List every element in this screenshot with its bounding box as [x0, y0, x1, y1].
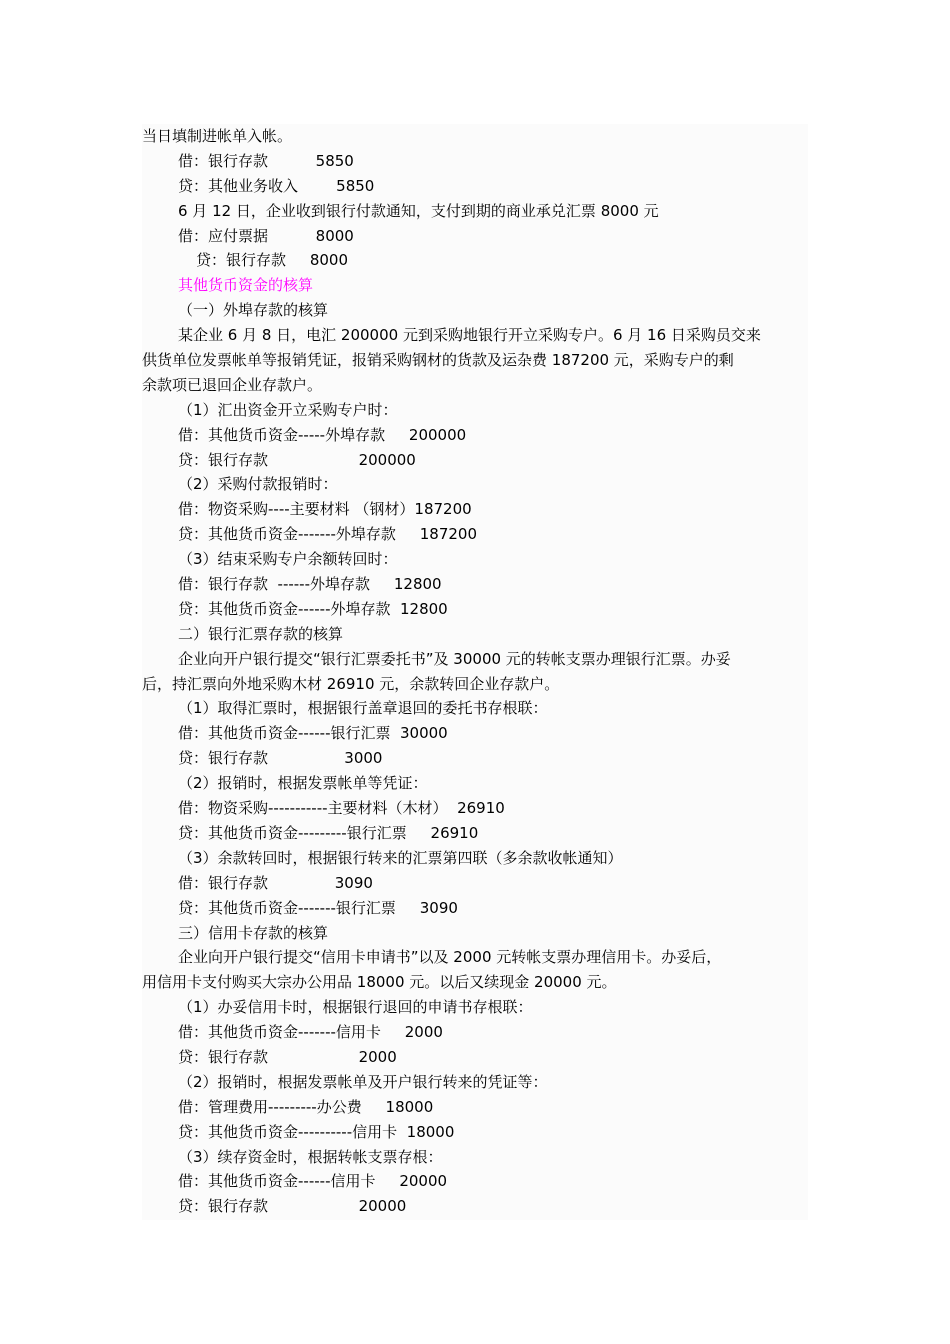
- text-line: 贷：其他货币资金-------银行汇票 3090: [178, 898, 458, 917]
- text-line: （一）外埠存款的核算: [178, 301, 329, 320]
- text-line: 借：物资采购----主要材料 （钢材）187200: [178, 500, 472, 519]
- text-line: （1）取得汇票时，根据银行盖章退回的委托书存根联：: [178, 699, 548, 718]
- text-line: 借：其他货币资金------信用卡 20000: [178, 1172, 448, 1191]
- document-body: [142, 124, 808, 1220]
- text-line: 贷：其他业务收入 5850: [178, 176, 375, 195]
- text-line: 借：银行存款 ------外埠存款 12800: [178, 575, 442, 594]
- text-line: 6 月 12 日，企业收到银行付款通知，支付到期的商业承兑汇票 8000 元: [178, 201, 659, 220]
- text-line: （1）汇出资金开立采购专户时：: [178, 400, 398, 419]
- text-line: 余款项已退回企业存款户。: [142, 375, 323, 394]
- text-line: 借：其他货币资金-----外埠存款 200000: [178, 425, 467, 444]
- text-line: 贷：其他货币资金------外埠存款 12800: [178, 599, 448, 618]
- text-line: 贷：其他货币资金----------信用卡 18000: [178, 1122, 455, 1141]
- text-line: 某企业 6 月 8 日，电汇 200000 元到采购地银行开立采购专户。6 月 16 日采购员交来: [178, 326, 761, 345]
- text-line: 借：应付票据 8000: [178, 226, 354, 245]
- text-line: （2）采购付款报销时：: [178, 475, 338, 494]
- text-line: 贷：其他货币资金---------银行汇票 26910: [178, 823, 479, 842]
- text-line: 贷：银行存款 2000: [178, 1047, 397, 1066]
- text-line: 贷：银行存款 200000: [178, 450, 416, 469]
- text-line: （2）报销时，根据发票帐单等凭证：: [178, 774, 428, 793]
- text-line: 贷：银行存款 3000: [178, 749, 383, 768]
- text-line: 借：其他货币资金------银行汇票 30000: [178, 724, 448, 743]
- text-line: 当日填制进帐单入帐。: [142, 127, 293, 145]
- text-line: 贷：银行存款 20000: [178, 1197, 407, 1216]
- text-line: 借：银行存款 5850: [178, 151, 354, 170]
- text-line: 三）信用卡存款的核算: [178, 923, 329, 942]
- section-heading: 其他货币资金的核算: [178, 276, 314, 295]
- text-line: 企业向开户银行提交“信用卡申请书”以及 2000 元转帐支票办理信用卡。办妥后，: [178, 948, 722, 967]
- text-line: 二）银行汇票存款的核算: [178, 624, 344, 643]
- text-line: 贷：银行存款 8000: [196, 251, 349, 270]
- text-line: 借：其他货币资金-------信用卡 2000: [178, 1023, 443, 1042]
- text-line: （3）续存资金时，根据转帐支票存根：: [178, 1147, 443, 1166]
- text-line: 用信用卡支付购买大宗办公用品 18000 元。以后又续现金 20000 元。: [142, 973, 617, 992]
- text-line: 后，持汇票向外地采购木材 26910 元，余款转回企业存款户。: [142, 674, 560, 693]
- text-line: 借：管理费用---------办公费 18000: [178, 1097, 434, 1116]
- text-line: （3）余款转回时，根据银行转来的汇票第四联（多余款收帐通知）: [178, 848, 623, 867]
- text-line: 借：物资采购-----------主要材料（木材） 26910: [178, 799, 505, 818]
- text-line: （2）报销时，根据发票帐单及开户银行转来的凭证等：: [178, 1072, 548, 1091]
- text-line: 企业向开户银行提交“银行汇票委托书”及 30000 元的转帐支票办理银行汇票。办妥: [178, 649, 731, 668]
- text-line: （1）办妥信用卡时，根据银行退回的申请书存根联：: [178, 998, 533, 1017]
- text-line: 贷：其他货币资金-------外埠存款 187200: [178, 525, 477, 544]
- text-line: 借：银行存款 3090: [178, 873, 373, 892]
- text-line: 供货单位发票帐单等报销凭证，报销采购钢材的货款及运杂费 187200 元，采购专户的剩: [142, 351, 734, 370]
- text-line: （3）结束采购专户余额转回时：: [178, 550, 398, 569]
